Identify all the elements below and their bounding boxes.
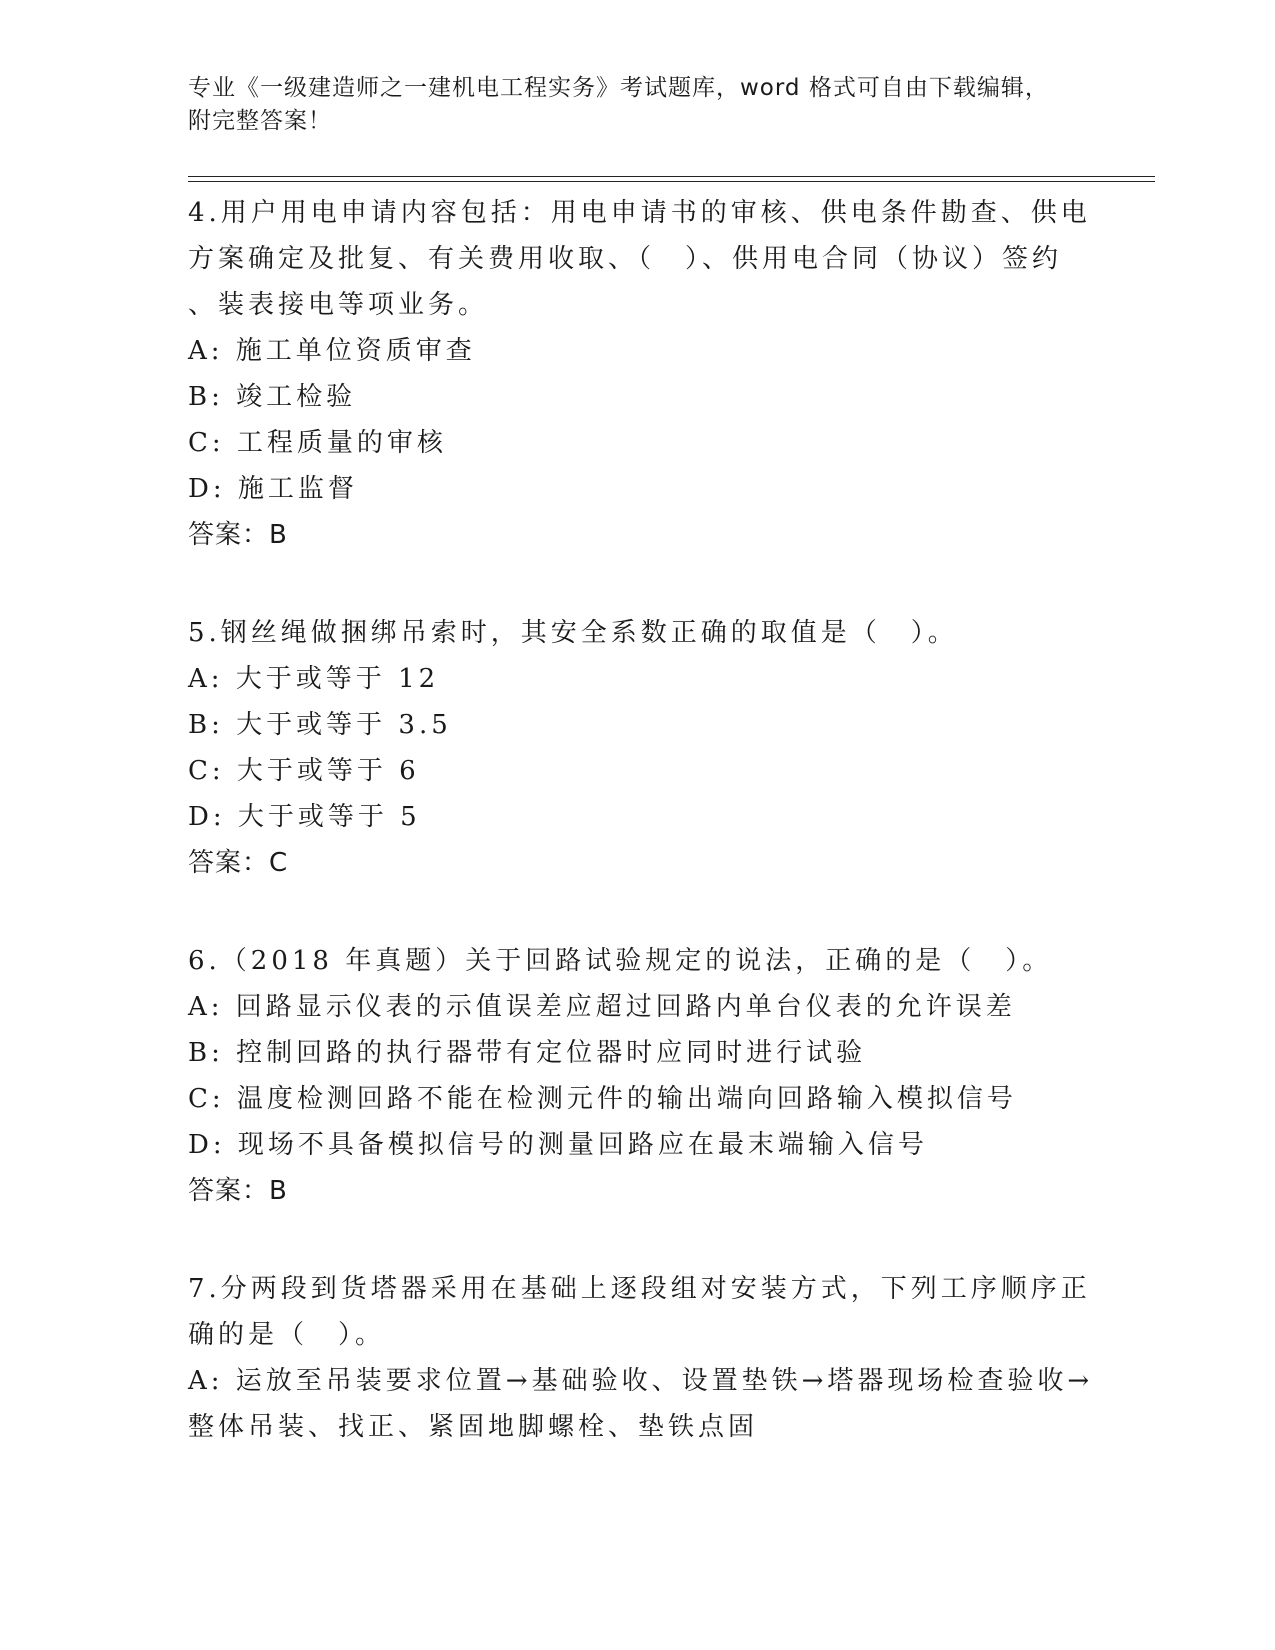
- spacer: [188, 886, 1088, 938]
- question-7: [188, 1266, 1094, 1450]
- option-c: C: 温度检测回路不能在检测元件的输出端向回路输入模拟信号: [188, 1084, 1017, 1114]
- question-stem-line: 、装表接电等项业务。: [188, 290, 489, 320]
- spacer: [188, 1214, 1088, 1266]
- header-line-1: 专业《一级建造师之一建机电工程实务》考试题库，word 格式可自由下载编辑，: [188, 75, 1049, 101]
- header-divider-top: [188, 176, 1155, 177]
- question-stem-line: 4.用户用电申请内容包括：用电申请书的审核、供电条件勘查、供电: [188, 198, 1091, 228]
- option-d: D: 施工监督: [188, 474, 358, 504]
- option-a: A: 施工单位资质审查: [188, 336, 476, 366]
- question-stem-line: 6.（2018 年真题）关于回路试验规定的说法，正确的是（ ）。: [188, 946, 1053, 976]
- question-stem-line: 确的是（ ）。: [188, 1320, 386, 1350]
- option-a: A: 回路显示仪表的示值误差应超过回路内单台仪表的允许误差: [188, 992, 1016, 1022]
- option-d: D: 大于或等于 5: [188, 802, 421, 832]
- question-4: [188, 190, 1091, 558]
- option-b: B: 竣工检验: [188, 382, 357, 412]
- header-divider-bottom: [188, 181, 1155, 182]
- document-header: [188, 72, 1068, 138]
- option-c: C: 大于或等于 6: [188, 756, 420, 786]
- option-a-continued: 整体吊装、找正、紧固地脚螺栓、垫铁点固: [188, 1412, 759, 1442]
- answer-label: 答案：B: [188, 520, 288, 550]
- question-list: [188, 190, 1094, 1450]
- question-stem-line: 7.分两段到货塔器采用在基础上逐段组对安装方式，下列工序顺序正: [188, 1274, 1091, 1304]
- header-line-2: 附完整答案！: [188, 108, 332, 134]
- question-stem-line: 5.钢丝绳做捆绑吊索时，其安全系数正确的取值是（ ）。: [188, 618, 958, 648]
- option-b: B: 大于或等于 3.5: [188, 710, 452, 740]
- answer-label: 答案：B: [188, 1176, 288, 1206]
- question-5: [188, 610, 1088, 886]
- option-a: A: 运放至吊装要求位置→基础验收、设置垫铁→塔器现场检查验收→: [188, 1366, 1094, 1396]
- option-c: C: 工程质量的审核: [188, 428, 447, 458]
- answer-label: 答案：C: [188, 848, 289, 878]
- question-6: [188, 938, 1088, 1214]
- option-b: B: 控制回路的执行器带有定位器时应同时进行试验: [188, 1038, 867, 1068]
- option-d: D: 现场不具备模拟信号的测量回路应在最末端输入信号: [188, 1130, 928, 1160]
- spacer: [188, 558, 1088, 610]
- option-a: A: 大于或等于 12: [188, 664, 440, 694]
- question-stem-line: 方案确定及批复、有关费用收取、（ ）、供用电合同（协议）签约: [188, 244, 1063, 274]
